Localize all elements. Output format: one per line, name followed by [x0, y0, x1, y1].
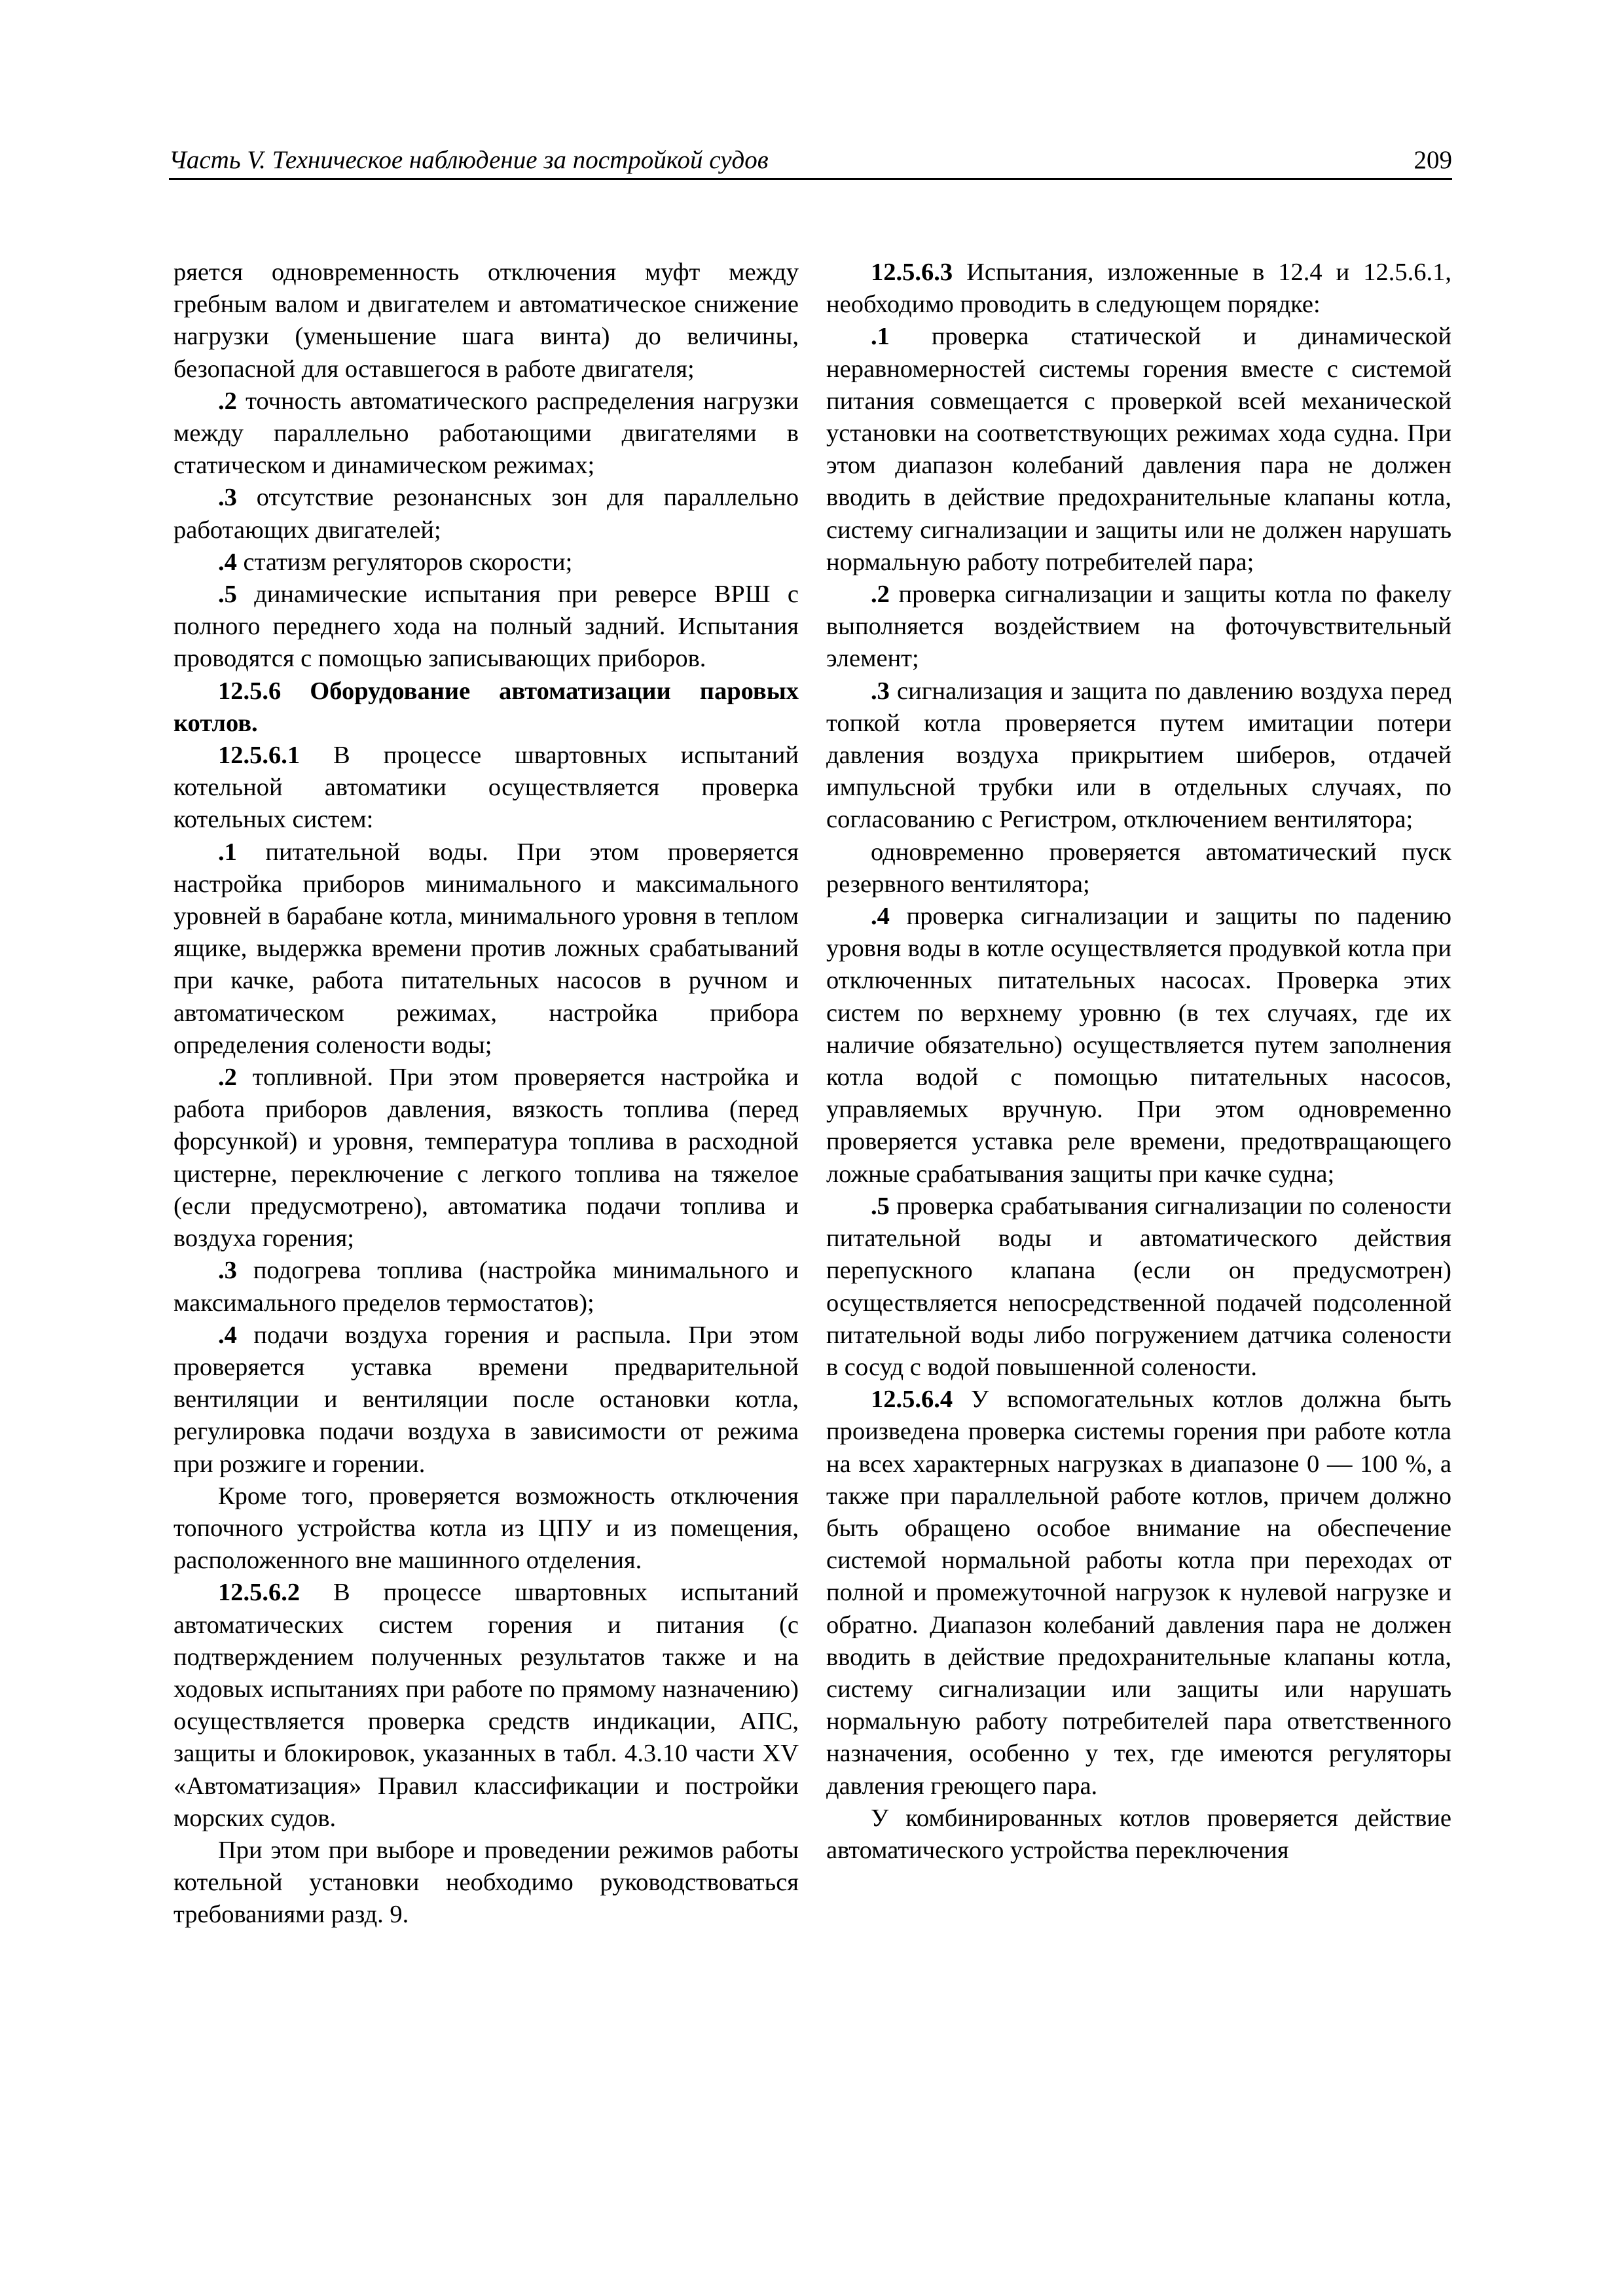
paragraph: одновременно проверяется автоматический пуск резервного вентилятора; — [826, 838, 1451, 898]
paragraph: .2 точность автоматического распределения нагрузки между параллельно работающими двигателями в статическом и динамическом режимах; — [173, 387, 799, 480]
paragraph: .5 динамические испытания при реверсе ВРШ с полного переднего хода на полный задний. Испытания проводятся с помощью записывающих приборов. — [173, 581, 799, 673]
paragraph: .3 отсутствие резонансных зон для параллельно работающих двигателей; — [173, 484, 799, 544]
paragraph: .4 статизм регуляторов скорости; — [218, 548, 573, 576]
paragraph: .3 сигнализация и защита по давлению воздуха перед топкой котла проверяется путем имитации потери давления воздуха прикрытием шиберов, отдачей импульсной трубки или в отдельных случаях, по согласованию с Регистром, отключением вентилятора; — [826, 677, 1451, 834]
paragraph: .1 проверка статической и динамической неравномерностей системы горения вместе с системой питания совмещается с проверкой всей механической установки на соответствующих режимах хода судна. При этом диапазон колебаний давления пара не должен вводить в действие предохранительные клапаны котла, систему сигнализации и защиты или не должен нарушать нормальную работу потребителей пара; — [826, 323, 1451, 576]
paragraph: .2 проверка сигнализации и защиты котла по факелу выполняется воздействием на фоточувствительный элемент; — [826, 581, 1451, 673]
paragraph: 12.5.6.1 В процессе швартовных испытаний котельной автоматики осуществляется проверка котельных систем: — [173, 742, 799, 834]
left-column — [173, 257, 799, 1931]
page-number: 209 — [1413, 146, 1452, 174]
paragraph: У комбинированных котлов проверяется действие автоматического устройства переключения — [826, 1804, 1451, 1864]
paragraph: Кроме того, проверяется возможность отключения топочного устройства котла из ЦПУ и из помещения, расположенного вне машинного отделения. — [173, 1482, 799, 1575]
paragraph: .5 проверка срабатывания сигнализации по солености питательной воды и автоматического действия перепускного клапана (если он предусмотрен) осуществляется непосредственной подачей подсоленной питательной воды либо погружением датчика солености в сосуд с водой повышенной солености. — [826, 1192, 1451, 1381]
section-heading: 12.5.6 Оборудование автоматизации паровых котлов. — [173, 677, 799, 737]
paragraph: 12.5.6.4 У вспомогательных котлов должна быть произведена проверка системы горения при работе котла на всех характерных нагрузках в диапазоне 0 — 100 %, а также при параллельной работе котлов, причем должно быть обращено особое внимание на обеспечение системой нормальной работы котла при переходах от полной и промежуточной нагрузок к нулевой нагрузке и обратно. Диапазон колебаний давления пара не должен вводить в действие предохранительные клапаны котла, систему сигнализации или защиты или нарушать нормальную работу потребителей пара ответственного назначения, особенно у тех, где имеются регуляторы давления греющего пара. — [826, 1386, 1451, 1800]
paragraph: .4 проверка сигнализации и защиты по падению уровня воды в котле осуществляется продувкой котла при отключенных питательных насосах. Проверка этих систем по верхнему уровню (в тех случаях, где их наличие обязательно) осуществляется путем заполнения котла водой с помощью питательных насосов, управляемых вручную. При этом одновременно проверяется уставка реле времени, предотвращающего ложные срабатывания защиты при качке судна; — [826, 903, 1451, 1188]
running-header — [169, 145, 1452, 177]
paragraph: 12.5.6.2 В процессе швартовных испытаний автоматических систем горения и питания (с подтверждением полученных результатов также и на ходовых испытаниях при работе по прямому назначению) осуществляется проверка средств индикации, АПС, защиты и блокировок, указанных в табл. 4.3.10 части XV «Автоматизация» Правил классификации и постройки морских судов. — [173, 1579, 799, 1832]
header-title: Часть V. Техническое наблюдение за постройкой судов — [169, 146, 769, 174]
right-column — [826, 257, 1451, 1867]
paragraph: При этом при выборе и проведении режимов работы котельной установки необходимо руководствоваться требованиями разд. 9. — [173, 1836, 799, 1929]
paragraph: .1 питательной воды. При этом проверяется настройка приборов минимального и максимального уровней в барабане котла, минимального уровня в теплом ящике, выдержка времени против ложных срабатываний при качке, работа питательных насосов в ручном и автоматическом режимах, настройка прибора определения солености воды; — [173, 838, 799, 1059]
paragraph: .4 подачи воздуха горения и распыла. При этом проверяется уставка времени предварительной вентиляции и вентиляции после остановки котла, регулировка подачи воздуха в зависимости от режима при розжиге и горении. — [173, 1321, 799, 1478]
paragraph: 12.5.6.3 Испытания, изложенные в 12.4 и 12.5.6.1, необходимо проводить в следующем порядке: — [826, 259, 1451, 319]
paragraph: .3 подогрева топлива (настройка минимального и максимального пределов термостатов); — [173, 1257, 799, 1317]
paragraph: .2 топливной. При этом проверяется настройка и работа приборов давления, вязкость топлива (перед форсункой) и уровня, температура топлива в расходной цистерне, переключение с легкого топлива на тяжелое (если предусмотрено), автоматика подачи топлива и воздуха горения; — [173, 1064, 799, 1253]
paragraph: ряется одновременность отключения муфт между гребным валом и двигателем и автоматическое снижение нагрузки (уменьшение шага винта) до величины, безопасной для оставшегося в работе двигателя; — [173, 259, 799, 383]
header-rule — [169, 178, 1452, 180]
